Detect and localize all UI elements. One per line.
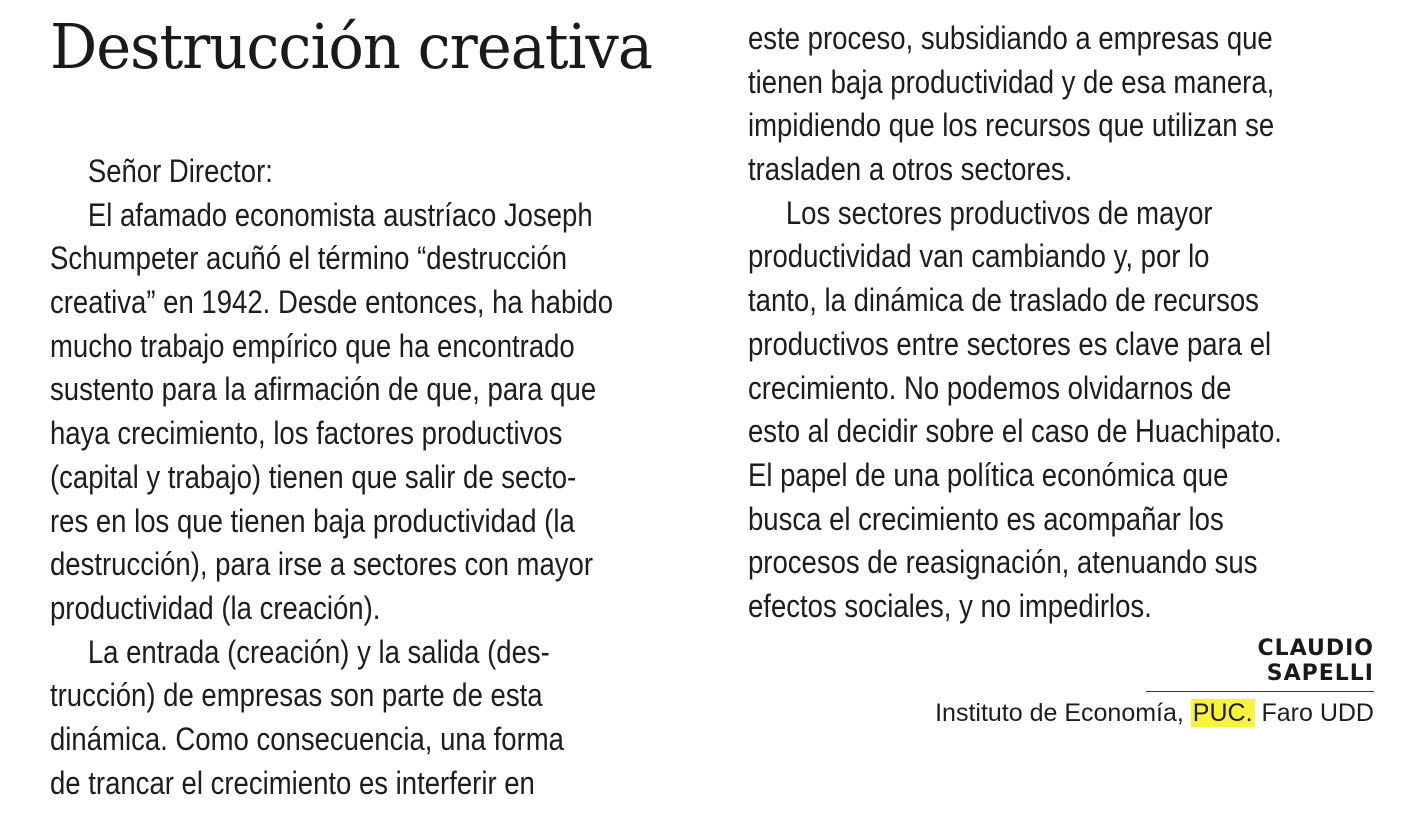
- author-name: CLAUDIO SAPELLI: [1146, 636, 1374, 692]
- text-line: res en los que tienen baja productividad (la: [50, 502, 575, 539]
- text-line: El papel de una política económica que: [748, 456, 1229, 493]
- text-line: La entrada (creación) y la salida (des-: [87, 633, 550, 670]
- left-column: [50, 150, 690, 805]
- text-line: de trancar el crecimiento es interferir en: [50, 764, 535, 801]
- text-line: Señor Director:: [87, 153, 273, 189]
- text-line: creativa” en 1942. Desde entonces, ha habido: [50, 284, 614, 321]
- text-line: este proceso, subsidiando a empresas que: [748, 20, 1273, 56]
- text-line: dinámica. Como consecuencia, una forma: [50, 720, 564, 757]
- affiliation-text: Instituto de Economía,: [935, 699, 1191, 727]
- text-line: El afamado economista austríaco Joseph: [87, 196, 593, 233]
- author-affiliation: [935, 699, 1374, 728]
- text-line: busca el crecimiento es acompañar los: [748, 500, 1224, 537]
- text-line: Los sectores productivos de mayor: [785, 194, 1213, 231]
- text-line: productivos entre sectores es clave para el: [748, 325, 1272, 362]
- text-line: crecimiento. No podemos olvidarnos de: [748, 369, 1232, 406]
- text-line: destrucción), para irse a sectores con mayor: [50, 546, 593, 583]
- text-line: esto al decidir sobre el caso de Huachipato.: [748, 413, 1282, 450]
- text-line: trucción) de empresas son parte de esta: [50, 677, 543, 714]
- text-line: mucho trabajo empírico que ha encontrado: [50, 327, 575, 364]
- headline: Destrucción creativa: [50, 10, 653, 83]
- text-line: haya crecimiento, los factores productivos: [50, 415, 563, 452]
- text-line: Schumpeter acuñó el término “destrucción: [50, 240, 568, 277]
- right-column: [748, 17, 1388, 629]
- text-line: procesos de reasignación, atenuando sus: [748, 544, 1258, 581]
- text-line: trasladen a otros sectores.: [748, 151, 1073, 188]
- text-line: productividad (la creación).: [50, 589, 381, 626]
- signature-block: [935, 636, 1374, 728]
- affiliation-text-after: Faro UDD: [1254, 699, 1374, 727]
- text-line: impidiendo que los recursos que utilizan se: [748, 107, 1275, 144]
- highlighted-affiliation: PUC.: [1192, 699, 1253, 727]
- text-line: sustento para la afirmación de que, para que: [50, 371, 597, 408]
- text-line: efectos sociales, y no impedirlos.: [748, 587, 1152, 624]
- text-line: tanto, la dinámica de traslado de recursos: [748, 282, 1259, 319]
- text-line: tienen baja productividad y de esa manera,: [748, 63, 1275, 100]
- text-line: productividad van cambiando y, por lo: [748, 238, 1210, 275]
- text-line: (capital y trabajo) tienen que salir de secto-: [50, 458, 577, 495]
